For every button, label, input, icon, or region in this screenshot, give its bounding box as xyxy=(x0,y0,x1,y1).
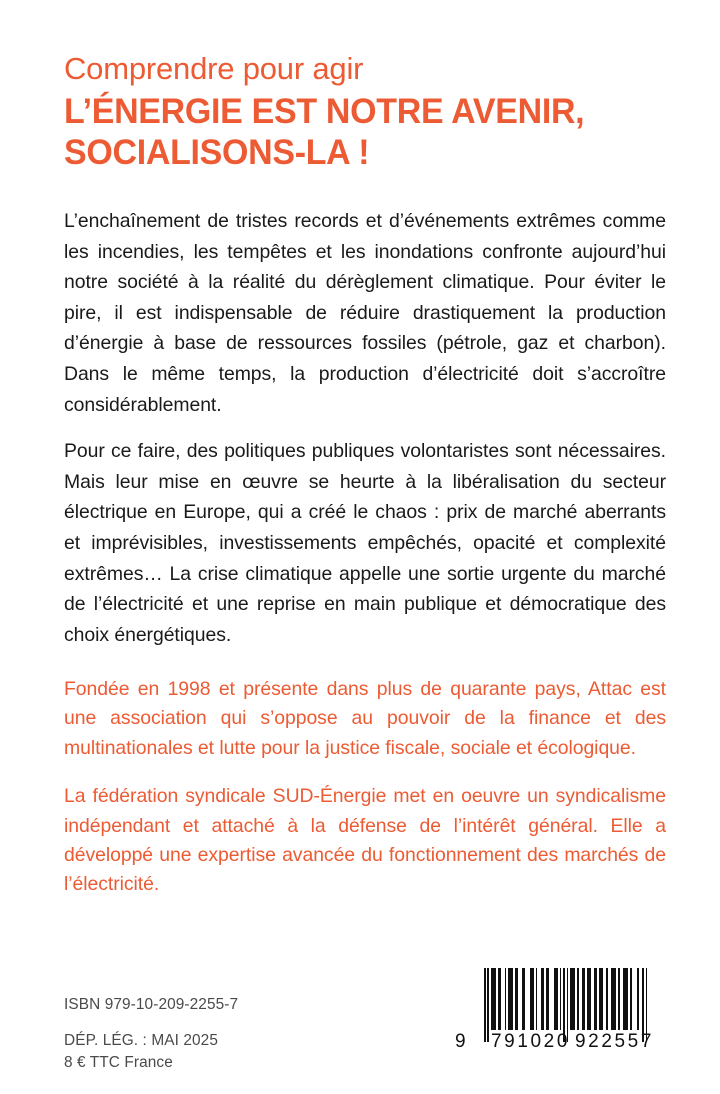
barcode-bar xyxy=(498,968,501,1030)
barcode-bar xyxy=(630,968,632,1030)
barcode xyxy=(455,968,665,1068)
barcode-bar xyxy=(570,968,575,1030)
legal-deposit-text: DÉP. LÉG. : MAI 2025 xyxy=(64,1032,218,1049)
barcode-bar xyxy=(611,968,616,1030)
page-title-line-2: SOCIALISONS-LA ! xyxy=(64,133,370,172)
page-title xyxy=(64,91,650,173)
barcode-right-group: 922557 xyxy=(575,1031,655,1052)
series-kicker: Comprendre pour agir xyxy=(64,51,364,86)
barcode-digits xyxy=(455,1030,665,1054)
organisation-blurbs xyxy=(64,675,666,900)
attac-blurb: Fondée en 1998 et présente dans plus de quarante pays, Attac est une association qui s’oppose au pouvoir de la finance et des multinationales et lutte pour la justice fiscale, sociale et écologique. xyxy=(64,678,666,759)
barcode-bar xyxy=(554,968,557,1030)
barcode-bar xyxy=(637,968,639,1030)
barcode-bar xyxy=(515,968,518,1030)
barcode-bar xyxy=(508,968,513,1030)
body-paragraph-1: L’enchaînement de tristes records et d’événements extrêmes comme les incendies, les tempêtes et les inondations confronte aujourd’hui notre société à la réalité du dérèglement climatique. Pour éviter le pire, il est indispensable de réduire drastiquement la production d’énergie à base de ressources fossiles (pétrole, gaz et charbon). Dans le même temps, la production d’électricité doit s’accroître considérablement. xyxy=(64,210,666,416)
barcode-bar xyxy=(522,968,525,1030)
barcode-bar xyxy=(587,968,590,1030)
barcode-bar xyxy=(541,968,544,1030)
barcode-bar xyxy=(623,968,628,1030)
barcode-bar xyxy=(606,968,608,1030)
page-title-line-1: L’ÉNERGIE EST NOTRE AVENIR, xyxy=(64,92,585,131)
barcode-bar xyxy=(599,968,602,1030)
body-paragraph-2: Pour ce faire, des politiques publiques volontaristes sont nécessaires. Mais leur mise en œuvre se heurte à la libéralisation du secteur électrique en Europe, qui a créé le chaos : prix de marché aberrants et imprévisibles, investissements empêchés, opacité et complexité extrêmes… La crise climatique appelle une sortie urgente du marché de l’électricité et une reprise en main publique et démocratique des choix énergétiques. xyxy=(64,440,666,646)
barcode-bar xyxy=(618,968,620,1030)
barcode-bar xyxy=(560,968,562,1030)
barcode-bar xyxy=(505,968,507,1030)
isbn-text: ISBN 979-10-209-2255-7 xyxy=(64,996,239,1013)
barcode-bar xyxy=(546,968,549,1030)
colophon xyxy=(64,994,394,1074)
title-block xyxy=(64,50,668,173)
sud-energie-blurb: La fédération syndicale SUD-Énergie met en oeuvre un syndicalisme indépendant et attaché à la défense de l’intérêt général. Elle a développé une expertise avancée du fonctionnement des marchés de l’électricité. xyxy=(64,785,666,896)
barcode-bar xyxy=(577,968,579,1030)
barcode-bar xyxy=(582,968,585,1030)
body-copy xyxy=(64,206,666,650)
price-text: 8 € TTC France xyxy=(64,1054,173,1071)
barcode-left-group: 791020 xyxy=(491,1031,571,1052)
barcode-lead-digit: 9 xyxy=(455,1031,469,1052)
barcode-bar xyxy=(530,968,533,1030)
barcode-bar xyxy=(491,968,496,1030)
barcode-bar xyxy=(594,968,597,1030)
barcode-bar xyxy=(536,968,538,1030)
